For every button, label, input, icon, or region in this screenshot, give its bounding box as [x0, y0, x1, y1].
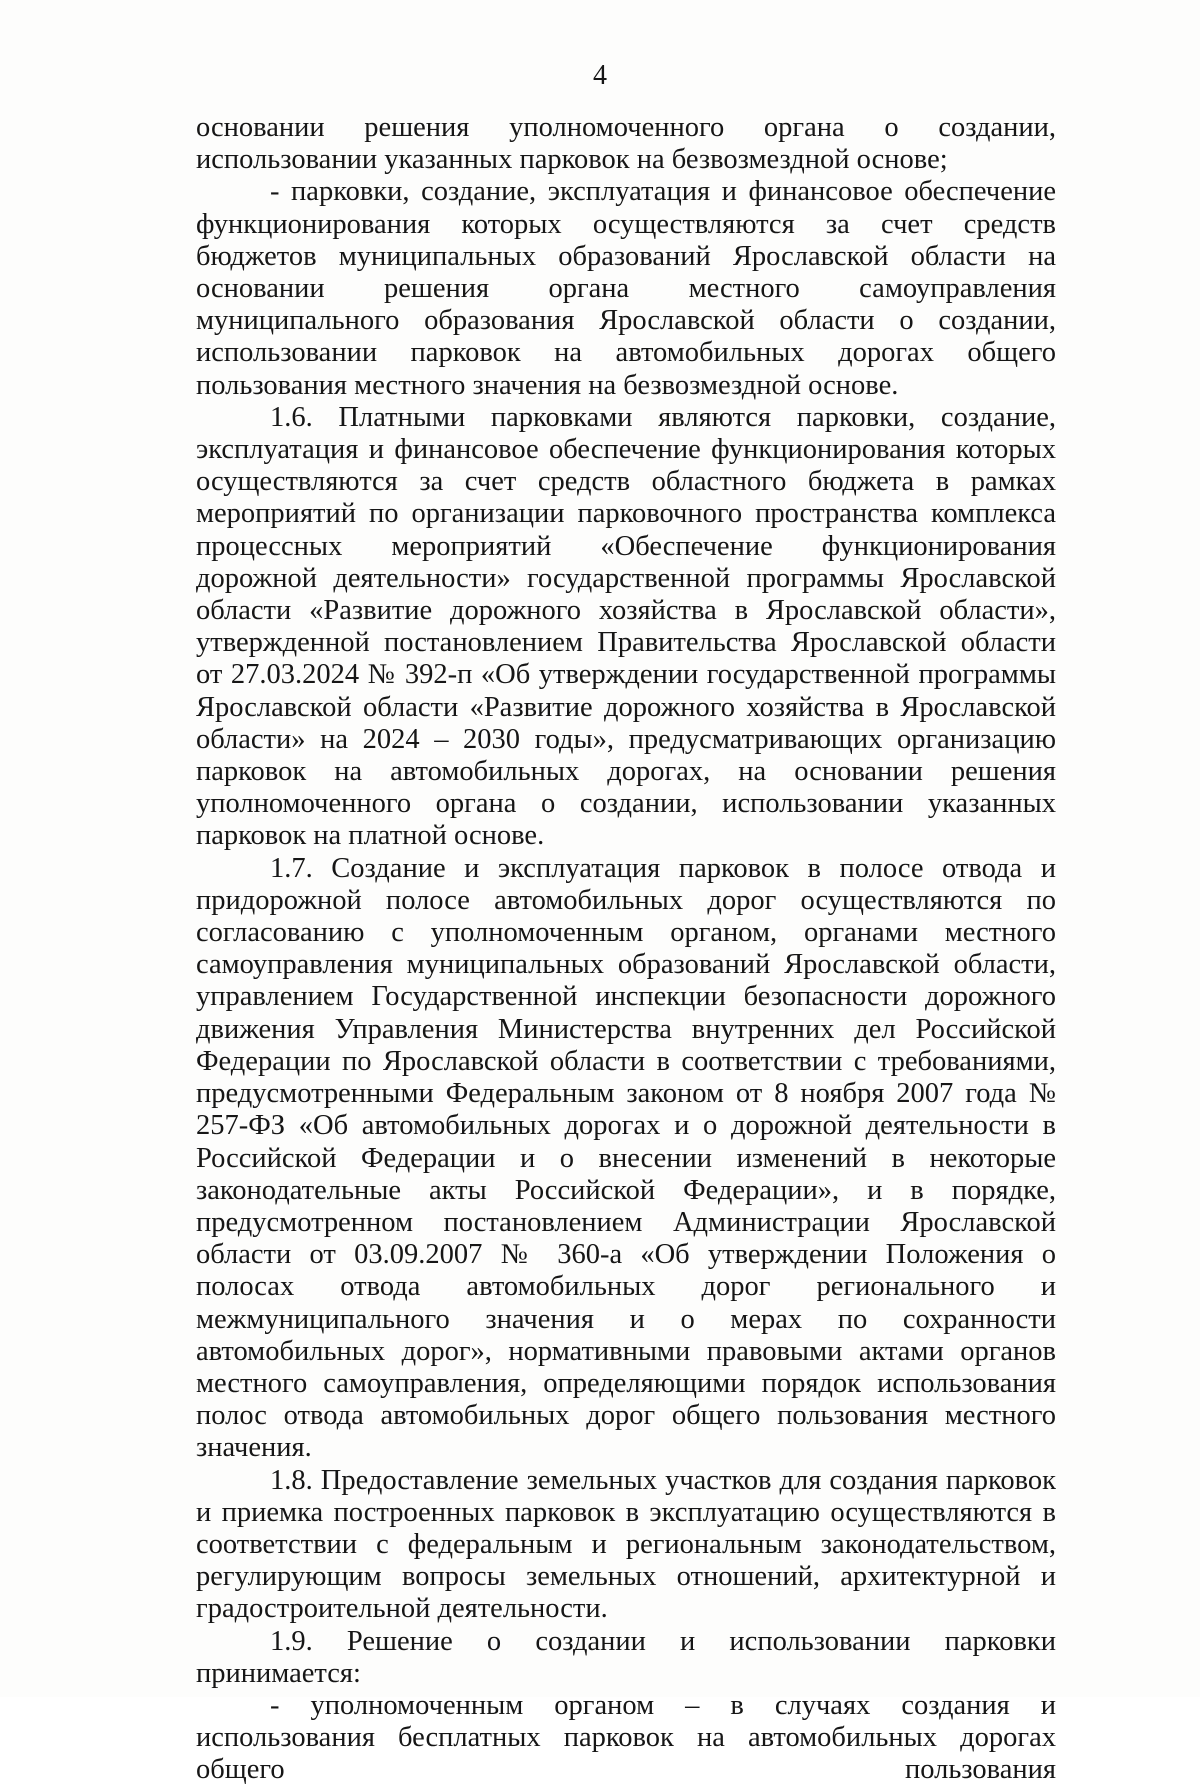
paragraph-continuation: основании решения уполномоченного органа о создании, использовании указанных парковок на безвозмездной основе; [196, 112, 1056, 176]
paragraph-1-9: 1.9. Решение о создании и использовании парковки принимается: [196, 1625, 1056, 1689]
paragraph-bullet-authorized-body: - уполномоченным органом – в случаях создания и использования бесплатных парковок на автомобильных дорогах общего пользования [196, 1689, 1056, 1786]
paragraph-bullet-municipal-parking: - парковки, создание, эксплуатация и финансовое обеспечение функционирования которых осуществляются за счет средств бюджетов муниципальных образований Ярославской области на основании решения органа местного самоуправления муниципального образования Ярославской области о создании, использовании парковок на автомобильных дорогах общего пользования местного значения на безвозмездной основе. [196, 176, 1056, 401]
document-body [196, 112, 1056, 1787]
paragraph-1-8: 1.8. Предоставление земельных участков для создания парковок и приемка построенных парковок в эксплуатацию осуществляются в соответствии с федеральным и региональным законодательством, регулирующим вопросы земельных отношений, архитектурной и градостроительной деятельности. [196, 1464, 1056, 1625]
paragraph-1-7: 1.7. Создание и эксплуатация парковок в полосе отвода и придорожной полосе автомобильных дорог осуществляются по согласованию с уполномоченным органом, органами местного самоуправления муниципальных образований Ярославской области, управлением Государственной инспекции безопасности дорожного движения Управления Министерства внутренних дел Российской Федерации по Ярославской области в соответствии с требованиями, предусмотренными Федеральным законом от 8 ноября 2007 года № 257-ФЗ «Об автомобильных дорогах и о дорожной деятельности в Российской Федерации и о внесении изменений в некоторые законодательные акты Российской Федерации», и в порядке, предусмотренном постановлением Администрации Ярославской области от 03.09.2007 № 360-а «Об утверждении Положения о полосах отвода автомобильных дорог регионального и межмуниципального значения и о мерах по сохранности автомобильных дорог», нормативными правовыми актами органов местного самоуправления, определяющими порядок использования полос отвода автомобильных дорог общего пользования местного значения. [196, 852, 1056, 1464]
page-number: 4 [593, 60, 607, 91]
paragraph-1-6: 1.6. Платными парковками являются парковки, создание, эксплуатация и финансовое обеспечение функционирования которых осуществляются за счет средств областного бюджета в рамках мероприятий по организации парковочного пространства комплекса процессных мероприятий «Обеспечение функционирования дорожной деятельности» государственной программы Ярославской области «Развитие дорожного хозяйства в Ярославской области», утвержденной постановлением Правительства Ярославской области от 27.03.2024 № 392-п «Об утверждении государственной программы Ярославской области «Развитие дорожного хозяйства в Ярославской области» на 2024 – 2030 годы», предусматривающих организацию парковок на автомобильных дорогах, на основании решения уполномоченного органа о создании, использовании указанных парковок на платной основе. [196, 401, 1056, 852]
